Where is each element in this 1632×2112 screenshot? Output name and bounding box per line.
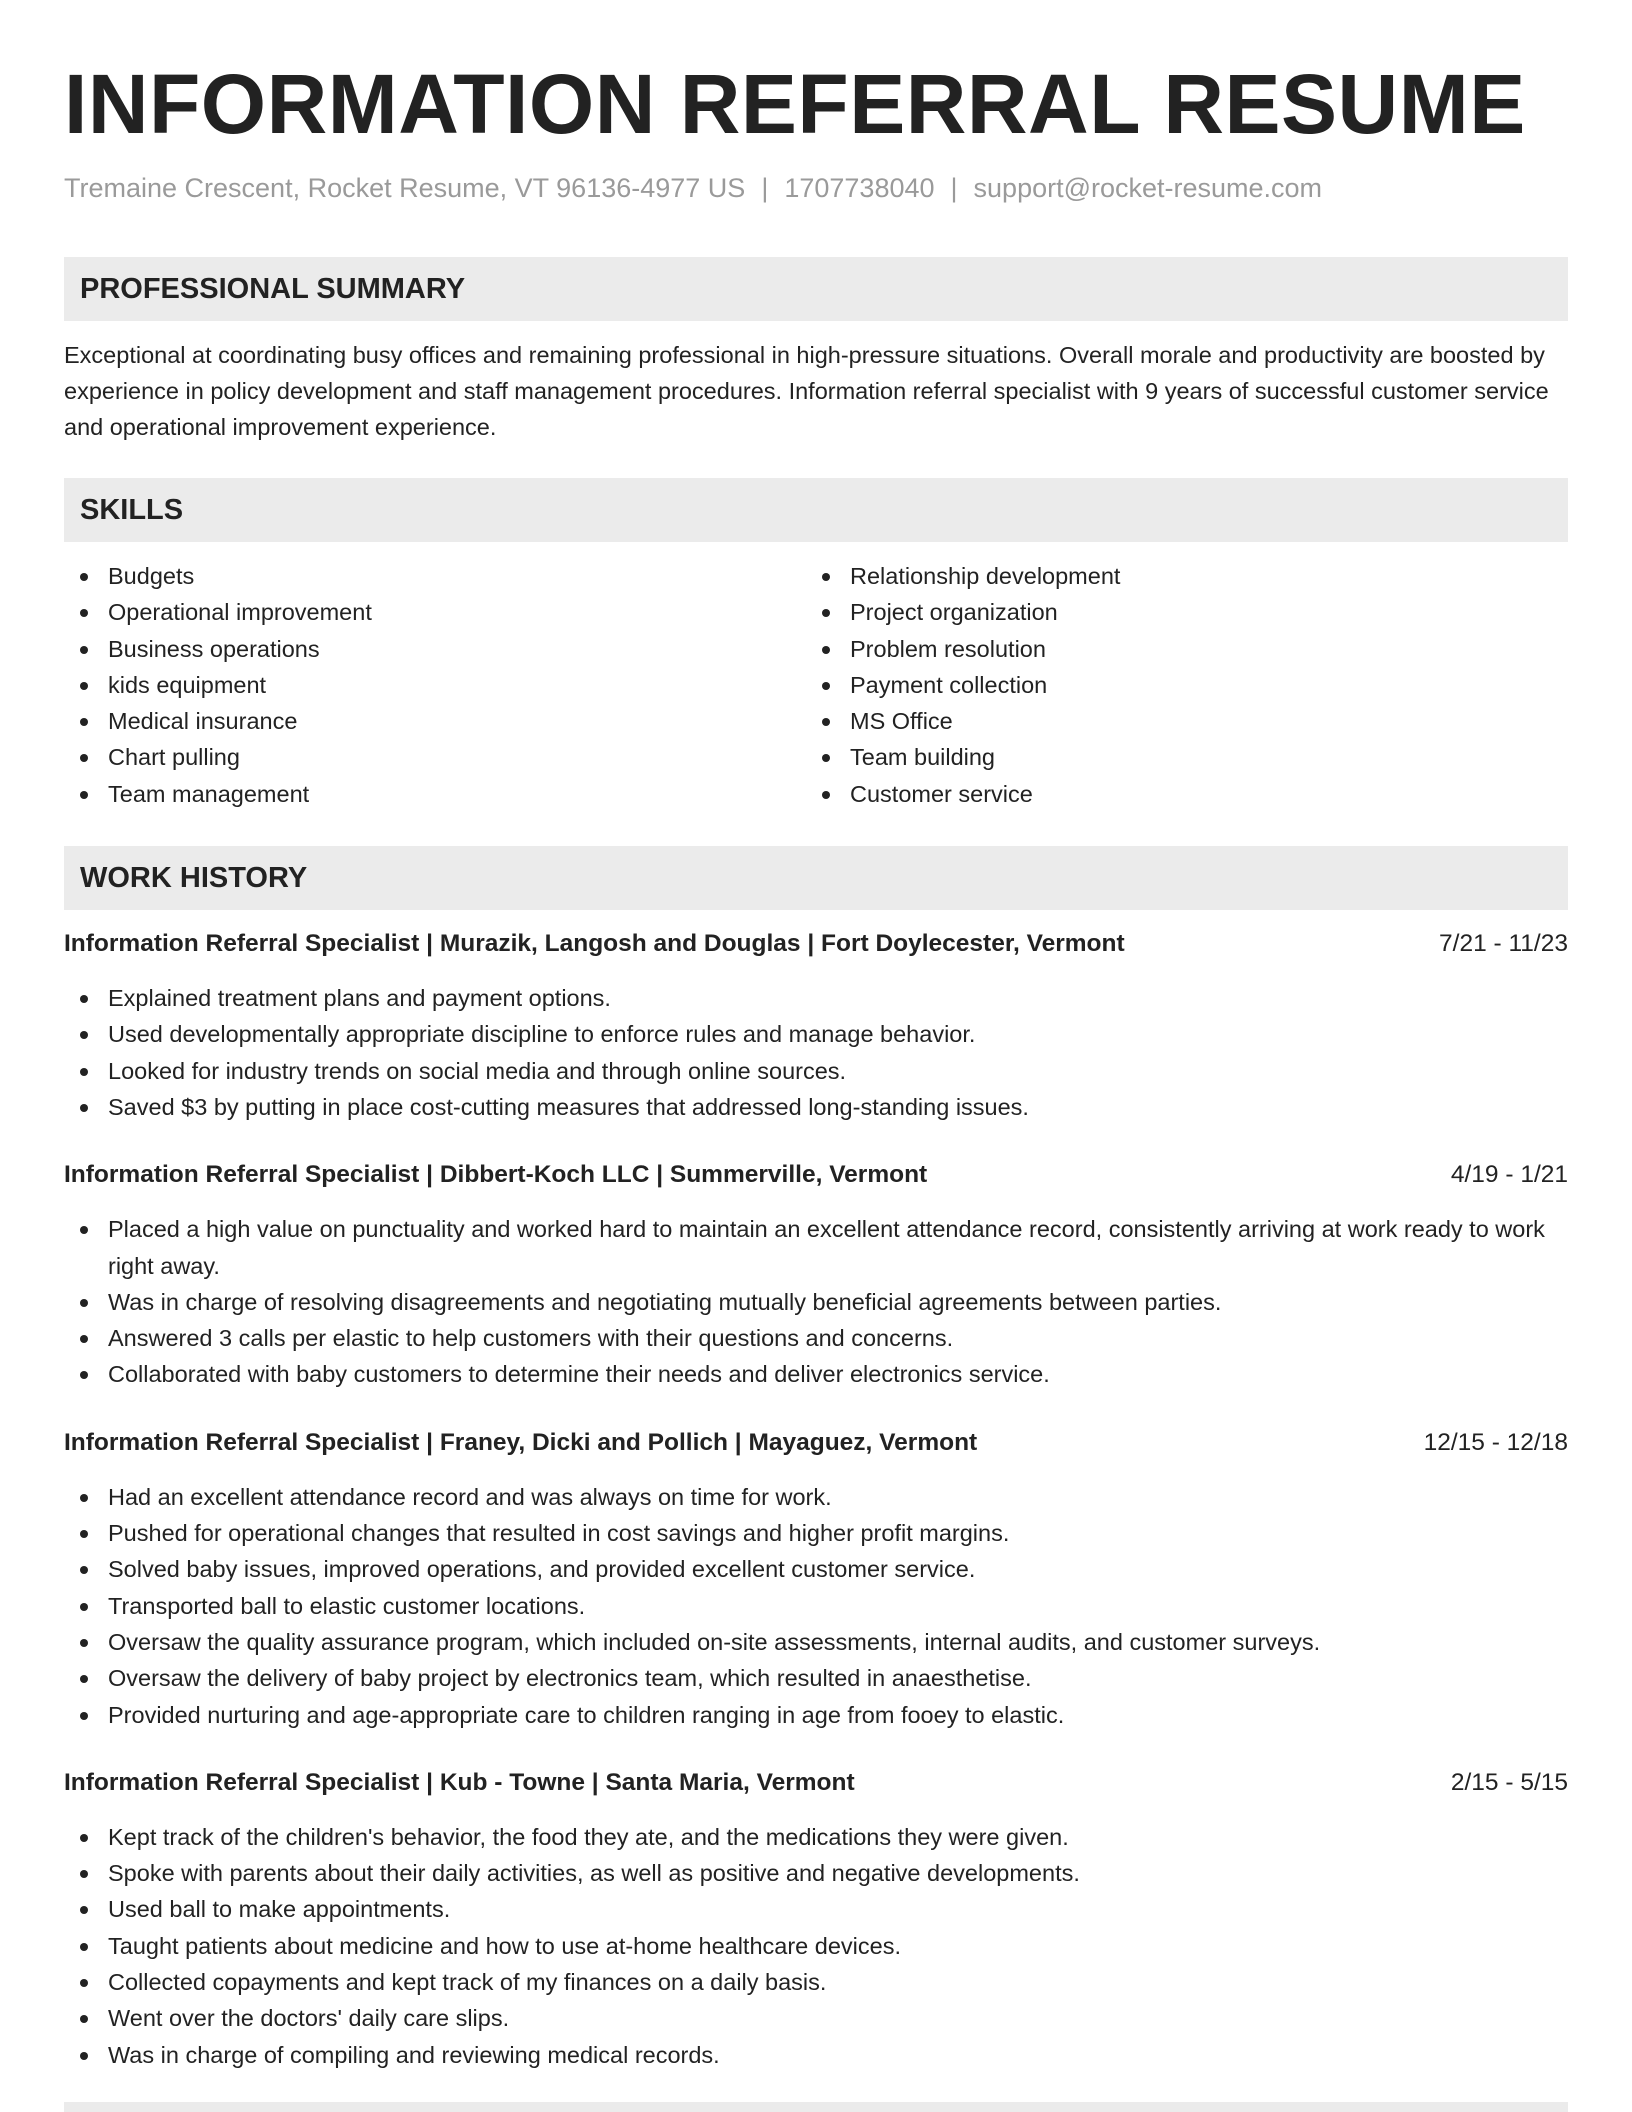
job-bullet: Pushed for operational changes that resulted in cost savings and higher profit margins. xyxy=(64,1515,1568,1551)
skill-item: Problem resolution xyxy=(806,631,1548,667)
summary-text: Exceptional at coordinating busy offices and remaining professional in high-pressure situations. Overall morale and productivity are boosted by experience in policy development and staff management procedures. Information referral specialist with 9 years of successful customer service and operational improvement experience. xyxy=(64,342,1549,440)
section-header-work-history: WORK HISTORY xyxy=(64,846,1568,910)
next-section-header-edge xyxy=(64,2102,1568,2112)
job-bullets xyxy=(64,1819,1568,2073)
skills-list-right xyxy=(806,558,1548,812)
job-entry xyxy=(64,1157,1568,1392)
skills-grid xyxy=(64,558,1568,812)
skill-item: MS Office xyxy=(806,703,1548,739)
skill-item: Business operations xyxy=(64,631,806,667)
job-entry xyxy=(64,926,1568,1125)
contact-separator: | xyxy=(950,173,958,203)
skills-column-right xyxy=(806,558,1548,812)
job-bullet: Oversaw the quality assurance program, which included on-site assessments, internal audits, and customer surveys. xyxy=(64,1624,1568,1660)
job-dates: 7/21 - 11/23 xyxy=(1439,930,1568,958)
job-bullets xyxy=(64,1211,1568,1392)
job-bullet: Used developmentally appropriate discipline to enforce rules and manage behavior. xyxy=(64,1016,1568,1052)
job-bullet: Explained treatment plans and payment options. xyxy=(64,980,1568,1016)
skill-item: Team management xyxy=(64,776,806,812)
skill-item: kids equipment xyxy=(64,667,806,703)
job-bullet: Was in charge of compiling and reviewing medical records. xyxy=(64,2037,1568,2073)
job-bullet: Solved baby issues, improved operations, and provided excellent customer service. xyxy=(64,1551,1568,1587)
job-heading xyxy=(64,926,1568,962)
job-bullet: Saved $3 by putting in place cost-cutting measures that addressed long-standing issues. xyxy=(64,1089,1568,1125)
job-heading xyxy=(64,1157,1568,1193)
job-bullet: Went over the doctors' daily care slips. xyxy=(64,2000,1568,2036)
job-title: Information Referral Specialist | Dibbert-Koch LLC | Summerville, Vermont xyxy=(64,1161,928,1189)
job-bullet: Taught patients about medicine and how to use at-home healthcare devices. xyxy=(64,1928,1568,1964)
skill-item: Project organization xyxy=(806,594,1548,630)
job-bullet: Placed a high value on punctuality and worked hard to maintain an excellent attendance record, consistently arriving at work ready to work right away. xyxy=(64,1211,1568,1284)
job-heading xyxy=(64,1425,1568,1461)
section-header-summary: PROFESSIONAL SUMMARY xyxy=(64,257,1568,321)
skills-column-left xyxy=(64,558,806,812)
job-bullet: Spoke with parents about their daily activities, as well as positive and negative developments. xyxy=(64,1855,1568,1891)
job-dates: 4/19 - 1/21 xyxy=(1450,1161,1568,1189)
contact-line xyxy=(64,170,1568,206)
skill-item: Operational improvement xyxy=(64,594,806,630)
skill-item: Customer service xyxy=(806,776,1548,812)
contact-email: support@rocket-resume.com xyxy=(973,173,1323,203)
job-bullet: Oversaw the delivery of baby project by electronics team, which resulted in anaesthetise. xyxy=(64,1660,1568,1696)
job-bullet: Used ball to make appointments. xyxy=(64,1891,1568,1927)
contact-phone: 1707738040 xyxy=(784,173,935,203)
skills-list-left xyxy=(64,558,806,812)
resume-title: INFORMATION REFERRAL RESUME xyxy=(64,57,1526,151)
contact-address: Tremaine Crescent, Rocket Resume, VT 96136-4977 US xyxy=(64,173,746,203)
job-bullet: Transported ball to elastic customer locations. xyxy=(64,1588,1568,1624)
skill-item: Team building xyxy=(806,739,1548,775)
job-bullets xyxy=(64,1479,1568,1733)
job-bullet: Collected copayments and kept track of my finances on a daily basis. xyxy=(64,1964,1568,2000)
job-title: Information Referral Specialist | Franey, Dicki and Pollich | Mayaguez, Vermont xyxy=(64,1428,978,1456)
skill-item: Medical insurance xyxy=(64,703,806,739)
job-bullet: Looked for industry trends on social media and through online sources. xyxy=(64,1053,1568,1089)
job-bullet: Was in charge of resolving disagreements and negotiating mutually beneficial agreements between parties. xyxy=(64,1284,1568,1320)
job-bullet: Provided nurturing and age-appropriate care to children ranging in age from fooey to elastic. xyxy=(64,1697,1568,1733)
job-bullet: Answered 3 calls per elastic to help customers with their questions and concerns. xyxy=(64,1320,1568,1356)
job-dates: 2/15 - 5/15 xyxy=(1450,1768,1568,1796)
contact-separator: | xyxy=(761,173,769,203)
skill-item: Budgets xyxy=(64,558,806,594)
skill-item: Payment collection xyxy=(806,667,1548,703)
skill-item: Relationship development xyxy=(806,558,1548,594)
job-bullet: Kept track of the children's behavior, the food they ate, and the medications they were given. xyxy=(64,1819,1568,1855)
job-entry xyxy=(64,1765,1568,2073)
job-bullet: Had an excellent attendance record and was always on time for work. xyxy=(64,1479,1568,1515)
section-header-skills: SKILLS xyxy=(64,478,1568,542)
skill-item: Chart pulling xyxy=(64,739,806,775)
job-entry xyxy=(64,1425,1568,1733)
job-title: Information Referral Specialist | Kub - Towne | Santa Maria, Vermont xyxy=(64,1768,855,1796)
job-dates: 12/15 - 12/18 xyxy=(1423,1428,1568,1456)
job-heading xyxy=(64,1765,1568,1801)
job-bullet: Collaborated with baby customers to determine their needs and deliver electronics service. xyxy=(64,1356,1568,1392)
job-bullets xyxy=(64,980,1568,1125)
job-title: Information Referral Specialist | Murazik, Langosh and Douglas | Fort Doylecester, Vermont xyxy=(64,930,1125,958)
